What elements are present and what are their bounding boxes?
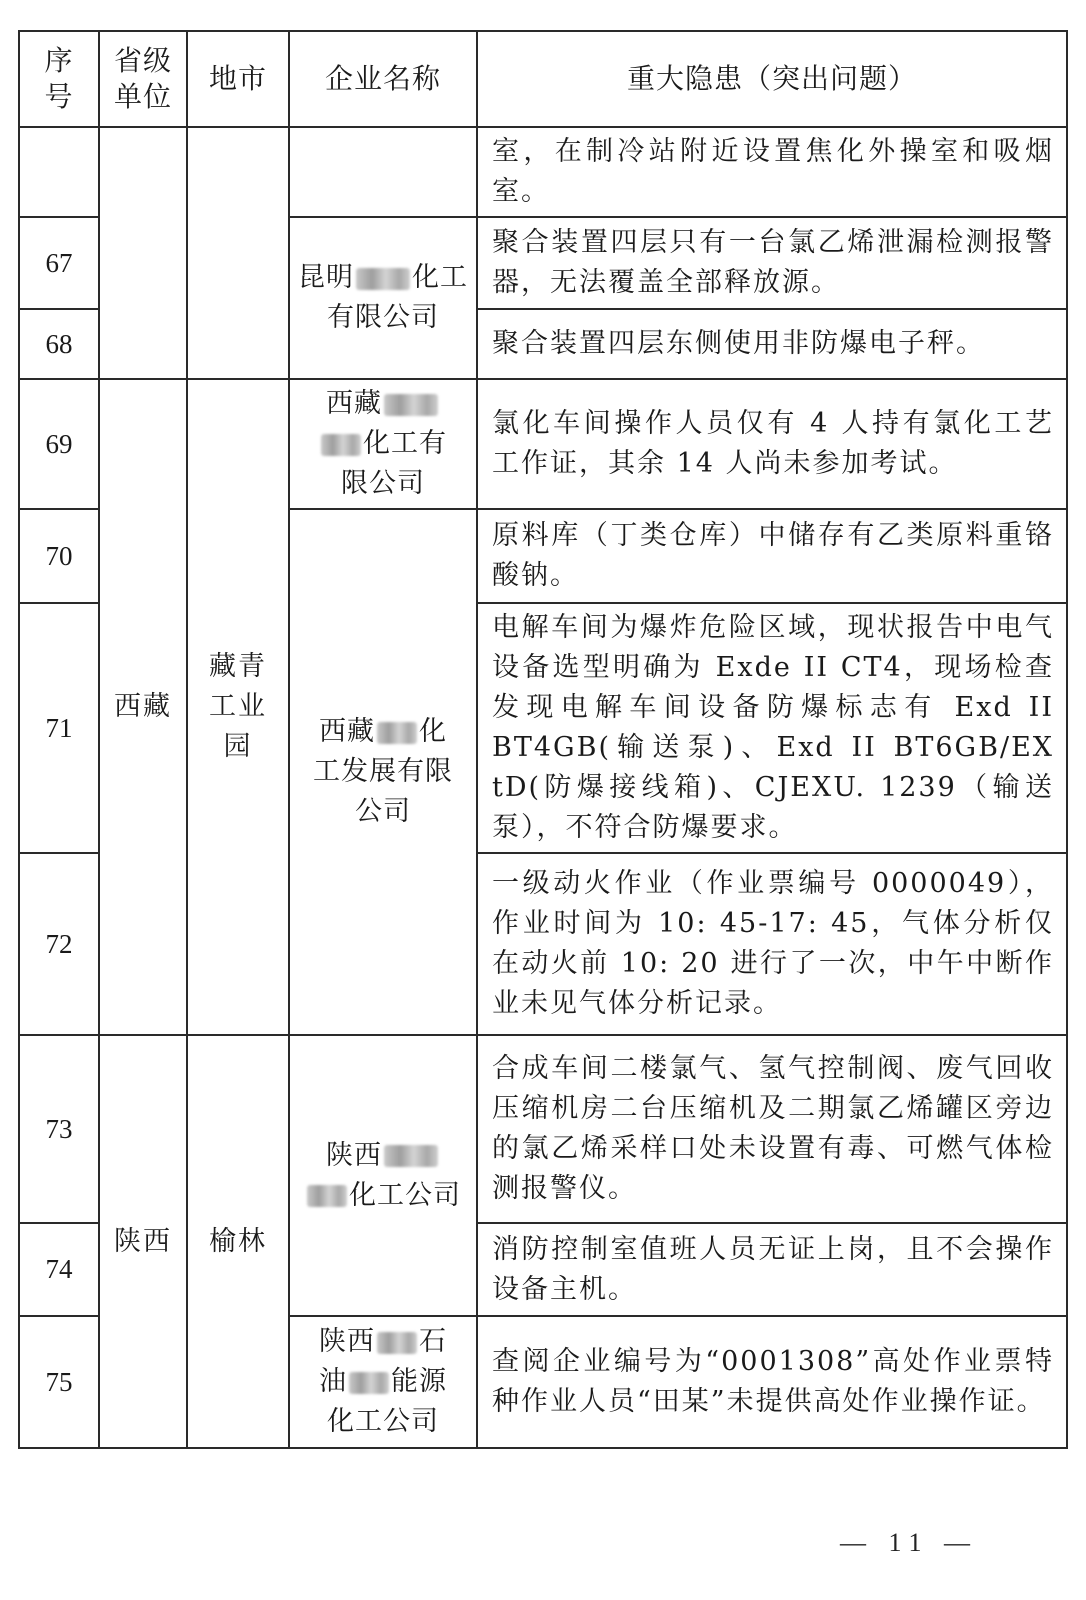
city-cell-continued [187, 127, 289, 379]
seq-cell: 73 [19, 1035, 99, 1223]
city-cell: 榆林 [187, 1035, 289, 1448]
seq-cell: 72 [19, 853, 99, 1035]
seq-cell: 68 [19, 309, 99, 379]
issue-cell: 氯化车间操作人员仅有 4 人持有氯化工艺工作证，其余 14 人尚未参加考试。 [477, 379, 1067, 509]
redacted-text [307, 1185, 347, 1207]
seq-cell: 69 [19, 379, 99, 509]
issue-cell: 原料库（丁类仓库）中储存有乙类原料重铬酸钠。 [477, 509, 1067, 603]
issue-cell: 一级动火作业（作业票编号 0000049），作业时间为 10: 45-17: 45，气体分析仅在动火前 10: 20 进行了一次，中午中断作业未见气体分析记录。 [477, 853, 1067, 1035]
redacted-text [384, 1145, 438, 1167]
issue-cell: 室，在制冷站附近设置焦化外操室和吸烟室。 [477, 127, 1067, 217]
header-issue: 重大隐患（突出问题） [477, 31, 1067, 127]
company-cell: 昆明 化工有限公司 [289, 217, 477, 379]
redacted-text [349, 1372, 389, 1394]
province-cell-continued [99, 127, 187, 379]
hazard-table [18, 30, 1068, 1449]
issue-cell: 聚合装置四层东侧使用非防爆电子秤。 [477, 309, 1067, 379]
company-cell: 西藏 化 工发展有限 公司 [289, 509, 477, 1035]
table-row [19, 127, 1067, 217]
issue-cell: 查阅企业编号为“0001308”高处作业票特种作业人员“田某”未提供高处作业操作证。 [477, 1316, 1067, 1448]
seq-cell: 67 [19, 217, 99, 309]
table-row [19, 1035, 1067, 1223]
redacted-text [377, 1332, 417, 1354]
seq-cell: 70 [19, 509, 99, 603]
city-cell: 藏青工业园 [187, 379, 289, 1035]
redacted-text [377, 722, 417, 744]
header-seq: 序号 [19, 31, 99, 127]
issue-cell: 聚合装置四层只有一台氯乙烯泄漏检测报警器，无法覆盖全部释放源。 [477, 217, 1067, 309]
company-cell-continued [289, 127, 477, 217]
company-cell: 西藏 化工有 限公司 [289, 379, 477, 509]
header-company: 企业名称 [289, 31, 477, 127]
issue-cell: 电解车间为爆炸危险区域，现状报告中电气设备选型明确为 Exde II CT4，现场检查发现电解车间设备防爆标志有 Exd II BT4GB(输送泵)、Exd II BT6GB/EX tD(防爆接线箱)、CJEXU. 1239（输送泵），不符合防爆要求。 [477, 603, 1067, 853]
issue-cell: 消防控制室值班人员无证上岗，且不会操作设备主机。 [477, 1223, 1067, 1316]
province-cell: 西藏 [99, 379, 187, 1035]
company-cell: 陕西 石 油 能源 化工公司 [289, 1316, 477, 1448]
seq-cell: 71 [19, 603, 99, 853]
seq-cell: 74 [19, 1223, 99, 1316]
page-number: — 11 — [840, 1528, 979, 1557]
header-province: 省级单位 [99, 31, 187, 127]
issue-cell: 合成车间二楼氯气、氢气控制阀、废气回收压缩机房二台压缩机及二期氯乙烯罐区旁边的氯乙烯采样口处未设置有毒、可燃气体检测报警仪。 [477, 1035, 1067, 1223]
seq-cell [19, 127, 99, 217]
redacted-text [356, 268, 410, 290]
province-cell: 陕西 [99, 1035, 187, 1448]
seq-cell: 75 [19, 1316, 99, 1448]
redacted-text [321, 434, 361, 456]
table-row [19, 379, 1067, 509]
header-row [19, 31, 1067, 127]
header-city: 地市 [187, 31, 289, 127]
redacted-text [384, 394, 438, 416]
company-cell: 陕西 化工公司 [289, 1035, 477, 1316]
